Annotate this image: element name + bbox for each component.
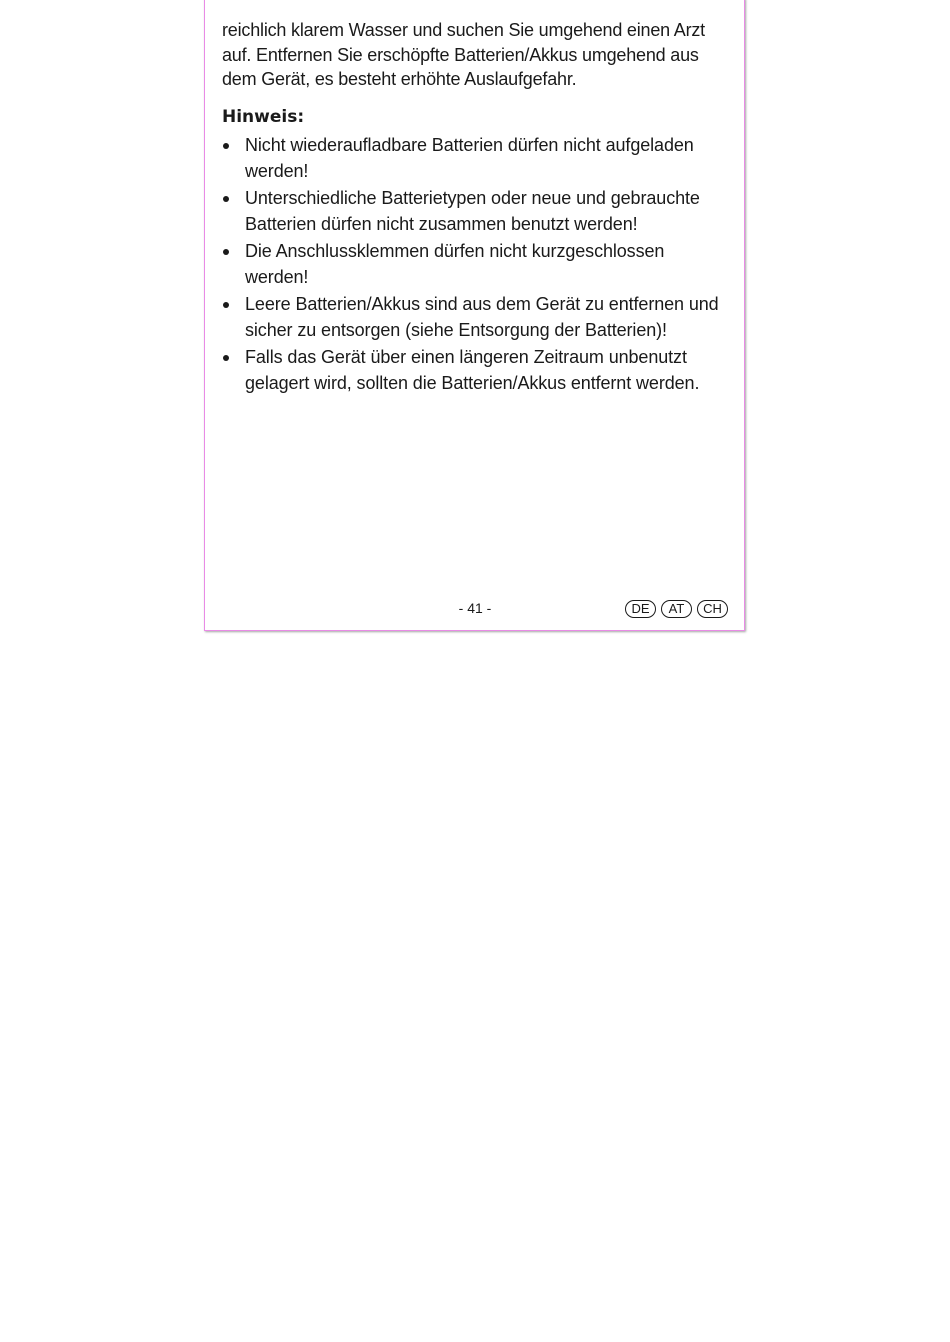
bullet-icon — [223, 196, 229, 202]
list-item — [222, 291, 732, 343]
country-badge-at: AT — [661, 600, 692, 618]
list-item-text: Nicht wiederaufladbare Batterien dürfen nicht aufgeladen werden! — [245, 134, 694, 181]
bullet-icon — [223, 355, 229, 361]
list-item — [222, 185, 732, 237]
page-number: - 41 - — [458, 600, 492, 616]
list-item-text: Die Anschlussklemmen dürfen nicht kurzgeschlossen werden! — [245, 240, 665, 287]
list-item-text: Unterschiedliche Batterietypen oder neue und gebrauchte Batterien dürfen nicht zusammen benutzt werden! — [245, 187, 700, 234]
list-item-text: Falls das Gerät über einen längeren Zeitraum unbenutzt gelagert wird, sollten die Batterien/Akkus entfernt werden. — [245, 346, 700, 393]
country-badge-de: DE — [625, 600, 656, 618]
page-content — [222, 18, 732, 397]
country-codes — [625, 600, 728, 618]
bullet-icon — [223, 302, 229, 308]
bullet-icon — [223, 143, 229, 149]
note-list — [222, 132, 732, 396]
bullet-icon — [223, 249, 229, 255]
country-badge-ch: CH — [697, 600, 728, 618]
list-item — [222, 344, 732, 396]
list-item — [222, 132, 732, 184]
list-item-text: Leere Batterien/Akkus sind aus dem Gerät zu entfernen und sicher zu entsorgen (siehe Entsorgung der Batterien)! — [245, 293, 719, 340]
list-item — [222, 238, 732, 290]
note-heading: Hinweis: — [222, 106, 305, 127]
intro-paragraph: reichlich klarem Wasser und suchen Sie umgehend einen Arzt auf. Entfernen Sie erschöpfte Batterien/Akkus umgehend aus dem Gerät, es besteht erhöhte Auslaufgefahr. — [222, 20, 705, 89]
